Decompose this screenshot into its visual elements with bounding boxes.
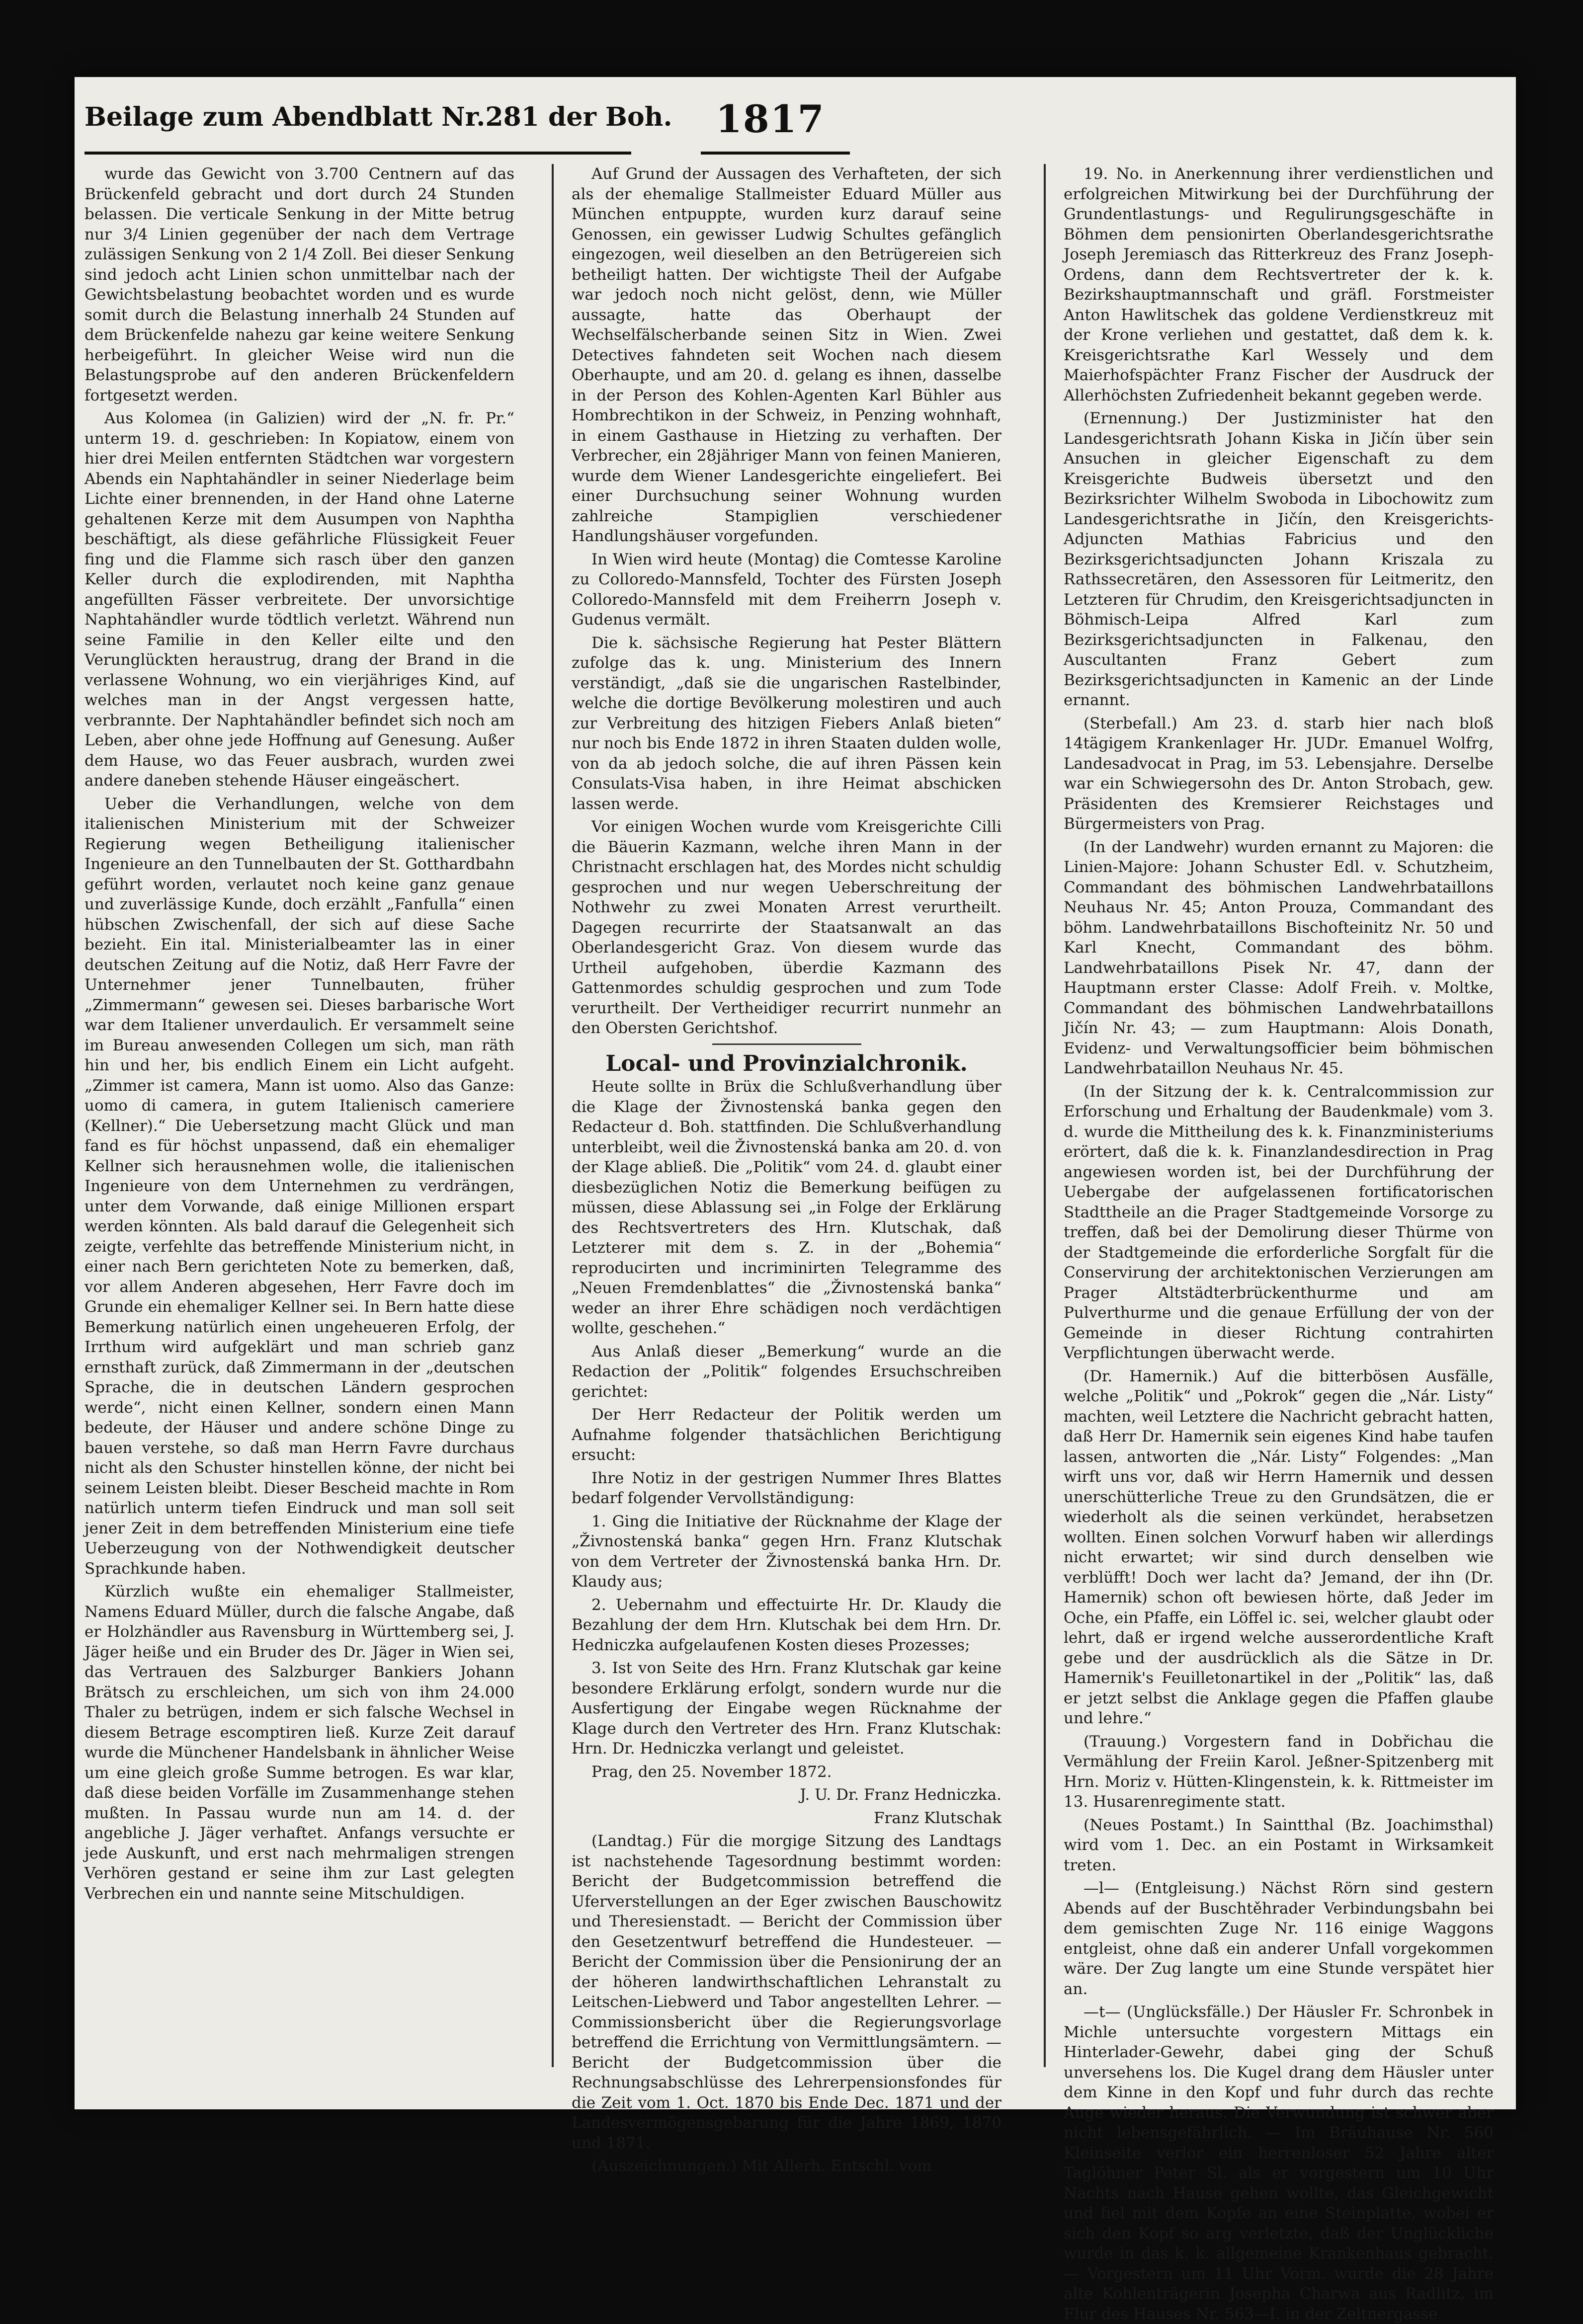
dateline: Prag, den 25. November 1872. [591, 1763, 832, 1781]
paragraph: (Neues Postamt.) In Saintthal (Bz. Joachimsthal) wird vom 1. Dec. an ein Postamt in Wirksamkeit treten. [1064, 1816, 1494, 1874]
paragraph: 1. Ging die Initiative der Rücknahme der Klage der „Živnostenská banka“ gegen Hrn. Franz Klutschak von dem Vertreter der Živnostenská banka Hrn. Dr. Klaudy aus; [572, 1512, 1001, 1591]
paragraph: —l— (Entgleisung.) Nächst Rörn sind gestern Abends auf der Buschtěhrader Verbindungsbahn bei dem gemischten Zuge Nr. 116 einige Waggons entgleist, ohne daß ein anderer Unfall vorgekommen wäre. Der Zug langte um eine Stunde verspätet hier an. [1064, 1879, 1494, 1998]
paragraph: Ihre Notiz in der gestrigen Nummer Ihres Blattes bedarf folgender Vervollständigung: [572, 1469, 1001, 1507]
page-number: 1817 [716, 97, 825, 141]
column-3 [1064, 164, 1494, 2323]
header-rule [84, 152, 631, 155]
section-heading: Local- und Provinzialchronik. [605, 1050, 968, 1076]
column-divider [1044, 164, 1046, 2067]
newspaper-page [75, 77, 1516, 2323]
signature: Franz Klutschak [874, 1809, 1001, 1827]
header-rule-right [701, 152, 850, 155]
paragraph: wurde das Gewicht von 3.700 Centnern auf das Brückenfeld gebracht und dort durch 24 Stunden belassen. Die verticale Senkung in der Mitte betrug nur 3/4 Linien gegenüber der nach dem Vertrage zulässigen Senkung von 2 1/4 Zoll. Bei dieser Senkung sind jedoch acht Linien schon unmittelbar nach der Gewichtsbelastung beobachtet worden und es wurde somit durch die Belastung innerhalb 24 Stunden auf dem Brückenfelde nahezu gar keine weitere Senkung herbeigeführt. In gleicher Weise wird nun die Belastungsprobe auf den anderen Brückenfeldern fortgesetzt werden. [84, 165, 514, 404]
paragraph: (Ernennung.) Der Justizminister hat den Landesgerichtsrath Johann Kiska in Jičín über sein Ansuchen in gleicher Eigenschaft zu dem Kreisgerichte Budweis übersetzt und den Bezirksrichter Wilhelm Swoboda in Libochowitz zum Landesgerichtsrathe in Jičín, den Kreisgerichts-Adjuncten Mathias Fabricius und den Bezirksgerichtsadjuncten Johann Kriszala zu Rathssecretären, den Assessoren für Leitmeritz, den Letzteren für Chrudim, den Kreisgerichtsadjuncten in Böhmisch-Leipa Alfred Karl zum Bezirksgerichtsadjuncten in Falkenau, den Auscultanten Franz Gebert zum Bezirksgerichtsadjuncten in Kamenic an der Linde ernannt. [1064, 409, 1494, 709]
paragraph: (In der Sitzung der k. k. Centralcommission zur Erforschung und Erhaltung der Baudenkmale) vom 3. d. wurde die Mittheilung des k. k. Finanzministeriums erörtert, daß die k. k. Finanzlandesdirection in Prag angewiesen worden ist, bei der Durchführung der Uebergabe der aufgelassenen fortificatorischen Stadttheile an die Prager Stadtgemeinde Vorsorge zu treffen, daß bei der Demolirung dieser Thürme von der Stadtgemeinde die erforderliche Sorgfalt für die Conservirung der architektonischen Verzierungen am Prager Altstädterbrückenthurme und am Pulverthurme und die genaue Erfüllung der von der Gemeinde in dieser Richtung contrahirten Verpflichtungen überwacht werde. [1064, 1082, 1494, 1362]
paragraph: Der Herr Redacteur der Politik werden um Aufnahme folgender thatsächlichen Berichtigung ersucht: [572, 1406, 1001, 1464]
paragraph: Aus Anlaß dieser „Bemerkung“ wurde an die Redaction der „Politik“ folgendes Ersuchschreiben gerichtet: [572, 1342, 1001, 1401]
signature: J. U. Dr. Franz Hedniczka. [800, 1786, 1001, 1804]
paragraph: (Trauung.) Vorgestern fand in Dobřichau die Vermählung der Freiin Karol. Jeßner-Spitzenberg mit Hrn. Moriz v. Hütten-Klingenstein, k. k. Rittmeister im 13. Husarenregimente statt. [1064, 1732, 1494, 1811]
paragraph: Kürzlich wußte ein ehemaliger Stallmeister, Namens Eduard Müller, durch die falsche Angabe, daß er Holzhändler aus Ravensburg in Württemberg sei, J. Jäger heiße und ein Bruder des Dr. Jäger in Wien sei, das Vertrauen des Salzburger Bankiers Johann Brätsch zu erschleichen, um sich von ihm 24.000 Thaler zu betrügen, indem er sich falsche Wechsel in diesem Betrage escomptiren ließ. Kurze Zeit darauf wurde die Münchener Handelsbank in ähnlicher Weise um eine gleich große Summe betrogen. Es war klar, daß diese beiden Vorfälle im Zusammenhange stehen mußten. In Passau wurde nun am 14. d. der angebliche J. Jäger verhaftet. Anfangs versuchte er jede Auskunft, und erst nach mehrmaligen strengen Verhören gestand er seine ihm zur Last gelegten Verbrechen ein und nannte seine Mitschuldigen. [84, 1583, 514, 1903]
paragraph: 2. Uebernahm und effectuirte Hr. Dr. Klaudy die Bezahlung der dem Hrn. Klutschak bei dem Hrn. Dr. Hedniczka aufgelaufenen Kosten dieses Prozesses; [572, 1596, 1001, 1654]
column-1 [84, 164, 514, 2077]
paragraph: (Sterbefall.) Am 23. d. starb hier nach bloß 14tägigem Krankenlager Hr. JUDr. Emanuel Wolfrg, Landesadvocat in Prag, im 53. Lebensjahre. Derselbe war ein Schwiegersohn des Dr. Anton Strobach, gew. Präsidenten des Kremsierer Reichstages und Bürgermeisters von Prag. [1064, 714, 1494, 833]
page-header [84, 97, 1506, 161]
paragraph: (Auszeichnungen.) Mit Allerh. Entschl. vom [591, 2157, 932, 2175]
paragraph: Heute sollte in Brüx die Schlußverhandlung über die Klage der Živnostenská banka gegen den Redacteur d. Boh. stattfinden. Die Schlußverhandlung unterbleibt, weil die Živnostenská banka am 20. d. von der Klage abließ. Die „Politik“ vom 24. d. glaubt einer diesbezüglichen Notiz die Bemerkung beifügen zu müssen, diese Ablassung sei „in Folge der Erklärung des Rechtsvertreters des Hrn. Klutschak, daß Letzterer mit dem s. Z. in der „Bohemia“ reproducirten und incriminirten Telegramme des „Neuen Fremdenblattes“ die „Živnostenská banka“ weder an ihrer Ehre schädigen noch verdächtigen wollte, geschehen.“ [572, 1078, 1001, 1337]
paragraph: (Landtag.) Für die morgige Sitzung des Landtags ist nachstehende Tagesordnung bestimmt worden: Bericht der Budgetcommission betreffend die Uferverstellungen an der Eger zwischen Bauschowitz und Theresienstadt. — Bericht der Commission über den Gesetzentwurf betreffend die Hundesteuer. — Bericht der Commission über die Pensionirung der an der höheren landwirthschaftlichen Lehranstalt zu Leitschen-Liebwerd und Tabor angestellten Lehrer. — Commissionsbericht über die Regierungsvorlage betreffend die Errichtung von Vermittlungsämtern. — Bericht der Budgetcommission über die Rechnungsabschlüsse des Lehrerpensionsfondes für die Zeit vom 1. Oct. 1870 bis Ende Dec. 1871 und der Landesvermögensgebarung für die Jahre 1869, 1870 und 1871. [572, 1832, 1001, 2152]
paragraph: 3. Ist von Seite des Hrn. Franz Klutschak gar keine besondere Erklärung erfolgt, sondern wurde nur die Ausfertigung der Eingabe wegen Rücknahme der Klage durch den Vertreter des Hrn. Franz Klutschak: Hrn. Dr. Hedniczka verlangt und geleistet. [572, 1659, 1001, 1758]
paragraph: Aus Kolomea (in Galizien) wird der „N. fr. Pr.“ unterm 19. d. geschrieben: In Kopiatow, einem von hier drei Meilen entfernten Städtchen war vorgestern Abends ein Naphtahändler in seiner Niederlage beim Lichte einer brennenden, in der Hand ohne Laterne gehaltenen Kerze mit dem Ausumpen von Naphtha beschäftigt, als diese gefährliche Flüssigkeit Feuer fing und die Flamme sich rasch über den ganzen Keller durch die explodirenden, mit Naphtha angefüllten Fässer verbreitete. Der unvorsichtige Naphtahändler wurde tödtlich verletzt. Während nun seine Familie in den Keller eilte und den Verunglückten heraustrug, drang der Brand in die verlassene Wohnung, wo ein vierjähriges Kind, auf welches man in der Angst vergessen hatte, verbrannte. Der Naphtahändler befindet sich noch am Leben, aber ohne jede Hoffnung auf Genesung. Außer dem Hause, wo das Feuer ausbrach, wurden zwei andere daneben stehende Häuser eingeäschert. [84, 409, 514, 790]
paragraph: Die k. sächsische Regierung hat Pester Blättern zufolge das k. ung. Ministerium des Innern verständigt, „daß sie die ungarischen Rastelbinder, welche die dortige Bevölkerung molestiren und auch zur Verbreitung des hitzigen Fiebers Anlaß bieten“ nur noch bis Ende 1872 in ihren Staaten dulden wolle, von da ab jedoch solche, die auf ihren Pässen kein Consulats-Visa haben, in ihre Heimat abschicken lassen werde. [572, 634, 1001, 813]
supplement-title: Beilage zum Abendblatt Nr.281 der Boh. [84, 102, 672, 132]
paragraph: Ueber die Verhandlungen, welche von dem italienischen Ministerium mit der Schweizer Regierung wegen Betheiligung italienischer Ingenieure an den Tunnelbauten der St. Gotthardbahn geführt worden, verlautet noch keine ganz genaue und zuverlässige Kunde, doch erzählt „Fanfulla“ einen hübschen Zwischenfall, der sich auf diese Sache bezieht. Ein ital. Ministerialbeamter las in einer deutschen Zeitung auf die Notiz, daß Herr Favre der Unternehmer jener Tunnelbauten, früher „Zimmermann“ gewesen sei. Dieses barbarische Wort war dem Italiener unverdaulich. Er versammelt seine im Bureau anwesenden Collegen um sich, man räth hin und her, bis endlich Einem ein Licht aufgeht. „Zimmer ist camera, Mann ist uomo. Also das Ganze: uomo di camera, in gutem Italienisch cameriere (Kellner).“ Die Uebersetzung macht Glück und man fand es für höchst unpassend, daß ein ehemaliger Kellner sich herausnehmen wolle, die italienischen Ingenieure von dem Unternehmen zu verdrängen, unter dem Vorwande, daß einige Millionen erspart werden könnten. Als bald darauf die Gelegenheit sich zeigte, verfehlte das betreffende Ministerium nicht, in einer nach Bern gerichteten Note zu bemerken, daß, vor allem Anderen abgesehen, Herr Favre doch im Grunde ein ehemaliger Kellner sei. In Bern hatte diese Bemerkung natürlich einen ungeheueren Erfolg, der Irrthum wird aufgeklärt und man schrieb ganz ernsthaft zurück, daß Zimmermann in der „deutschen Sprache, die in deutschen Ländern gesprochen werde“, nicht einen Kellner, sondern einen Mann bedeute, der Häuser und andere schöne Dinge zu bauen verstehe, so daß man Herrn Favre durchaus nicht als den Schuster hinstellen könne, der nicht bei seinem Leisten bleibt. Dieser Bescheid machte in Rom natürlich unterm tiefen Eindruck und man soll seit jener Zeit in dem betreffenden Ministerium eine tiefe Ueberzeugung von der Nothwendigkeit deutscher Sprachkunde haben. [84, 795, 514, 1578]
paragraph: In Wien wird heute (Montag) die Comtesse Karoline zu Colloredo-Mannsfeld, Tochter des Fürsten Joseph Colloredo-Mannsfeld mit dem Freiherrn Joseph v. Gudenus vermält. [572, 550, 1001, 629]
paragraph: (Dr. Hamernik.) Auf die bitterbösen Ausfälle, welche „Politik“ und „Pokrok“ gegen die „Nár. Listy“ machten, weil Letztere die Nachricht gebracht hatten, daß Herr Dr. Hamernik sein eigenes Kind habe taufen lassen, antworten die „Nár. Listy“ Folgendes: „Man wirft uns vor, daß wir Herrn Hamernik und dessen unerschütterliche Treue zu den Grundsätzen, die er wiederholt als die seinen verkündet, herabsetzen wollten. Einen solchen Vorwurf haben wir allerdings nicht erwartet; wir sind durch denselben wie verblüfft! Doch wer lacht da? Jemand, der ihn (Dr. Hamernik) schon oft bewiesen hörte, daß Jeder im Oche, ein Pfaffe, ein Löffel ic. sei, welcher glaubt oder lehrt, daß er irgend welche ausserordentliche Kraft gebe und der ausdrücklich als die Sätze in Dr. Hamernik's Feuilletonartikel in der „Politik“ las, daß er jetzt selbst die Anklage gegen die Pfaffen glaube und lehre.“ [1064, 1367, 1494, 1727]
paragraph: —t— (Unglücksfälle.) Der Häusler Fr. Schronbek in Michle untersuchte vorgestern Mittags ein Hinterlader-Gewehr, dabei ging der Schuß unversehens los. Die Kugel drang dem Häusler unter dem Kinne in den Kopf und fuhr durch das rechte Auge wieder heraus. Die Verwundung ist schwer aber nicht lebensgefährlich. — Im Bräuhause Nr. 560 Kleinseite verlor ein herrenloser 52 Jahre alter Taglöhner Peter Sl. als er vorgestern um 10 Uhr Nachts nach Hause gehen wollte, das Gleichgewicht und fiel mit dem Kopfe an eine Steinplatte, wobei er sich den Kopf so arg verletzte, daß der Unglückliche wurde in das k. k. allgemeine Krankenhaus gebracht. — Vorgestern um 11 Uhr Vorm. wurde die 28 Jahre alte Kohlenträgerin Josepha Charwa aus Radlitz, im Flur des Hauses Nr. 563—I. in der Zeltnergasse [1064, 2003, 1494, 2323]
column-2 [572, 164, 1001, 2175]
paragraph: 19. No. in Anerkennung ihrer verdienstlichen und erfolgreichen Mitwirkung bei der Durchführung der Grundentlastungs- und Regulirungsgeschäfte in Böhmen dem pensionirten Oberlandesgerichtsrathe Joseph Jeremiasch das Ritterkreuz des Franz Joseph-Ordens, dann dem Rechtsvertreter der k. k. Bezirkshauptmannschaft und gräfl. Forstmeister Anton Hawlitschek das goldene Verdienstkreuz mit der Krone verliehen und gestattet, daß dem k. k. Kreisgerichtsrathe Karl Wessely und dem Maierhofspächter Franz Fischer der Ausdruck der Allerhöchsten Zufriedenheit bekannt gegeben werde. [1064, 165, 1494, 404]
column-divider [552, 164, 554, 2067]
paragraph: (In der Landwehr) wurden ernannt zu Majoren: die Linien-Majore: Johann Schuster Edl. v. Schutzheim, Commandant des böhmischen Landwehrbataillons Neuhaus Nr. 45; Anton Prouza, Commandant des böhm. Landwehrbataillons Bischofteinitz Nr. 50 und Karl Knecht, Commandant des böhm. Landwehrbataillons Pisek Nr. 47, dann der Hauptmann erster Classe: Adolf Freih. v. Moltke, Commandant des böhmischen Landwehrbataillons Jičín Nr. 43; — zum Hauptmann: Alois Donath, Evidenz- und Verwaltungsofficier beim böhmischen Landwehrbataillon Neuhaus Nr. 45. [1064, 838, 1494, 1077]
paragraph: Auf Grund der Aussagen des Verhafteten, der sich als der ehemalige Stallmeister Eduard Müller aus München entpuppte, wurden kurz darauf seine Genossen, ein gewisser Ludwig Schultes gefänglich eingezogen, weil dieselben an den Betrügereien sich betheiligt hatten. Der wichtigste Theil der Aufgabe war jedoch noch nicht gelöst, denn, wie Müller aussagte, hatte das Oberhaupt der Wechselfälscherbande seinen Sitz in Wien. Zwei Detectives fahndeten seit Wochen nach diesem Oberhaupte, und am 20. d. gelang es ihnen, dasselbe in der Person des Kohlen-Agenten Karl Bühler aus Hombrechtikon in der Schweiz, in Penzing wohnhaft, in einem Gasthause in Hietzing zu verhaften. Der Verbrecher, ein 28jähriger Mann von feinen Manieren, wurde dem Wiener Landesgerichte eingeliefert. Bei einer Durchsuchung seiner Wohnung wurden zahlreiche Stampiglien verschiedener Handlungshäuser vorgefunden. [572, 165, 1001, 545]
paragraph: Vor einigen Wochen wurde vom Kreisgerichte Cilli die Bäuerin Kazmann, welche ihren Mann in der Christnacht erschlagen hat, des Mordes nicht schuldig gesprochen und nur wegen Ueberschreitung der Nothwehr zu zwei Monaten Arrest verurtheilt. Dagegen recurrirte der Staatsanwalt an das Oberlandesgericht Graz. Von diesem wurde das Urtheil aufgehoben, überdie Kazmann des Gattenmordes schuldig gesprochen und zum Tode verurtheilt. Der Vertheidiger recurrirt nunmehr an den Obersten Gerichtshof. [572, 818, 1001, 1037]
section-rule [712, 1043, 861, 1045]
